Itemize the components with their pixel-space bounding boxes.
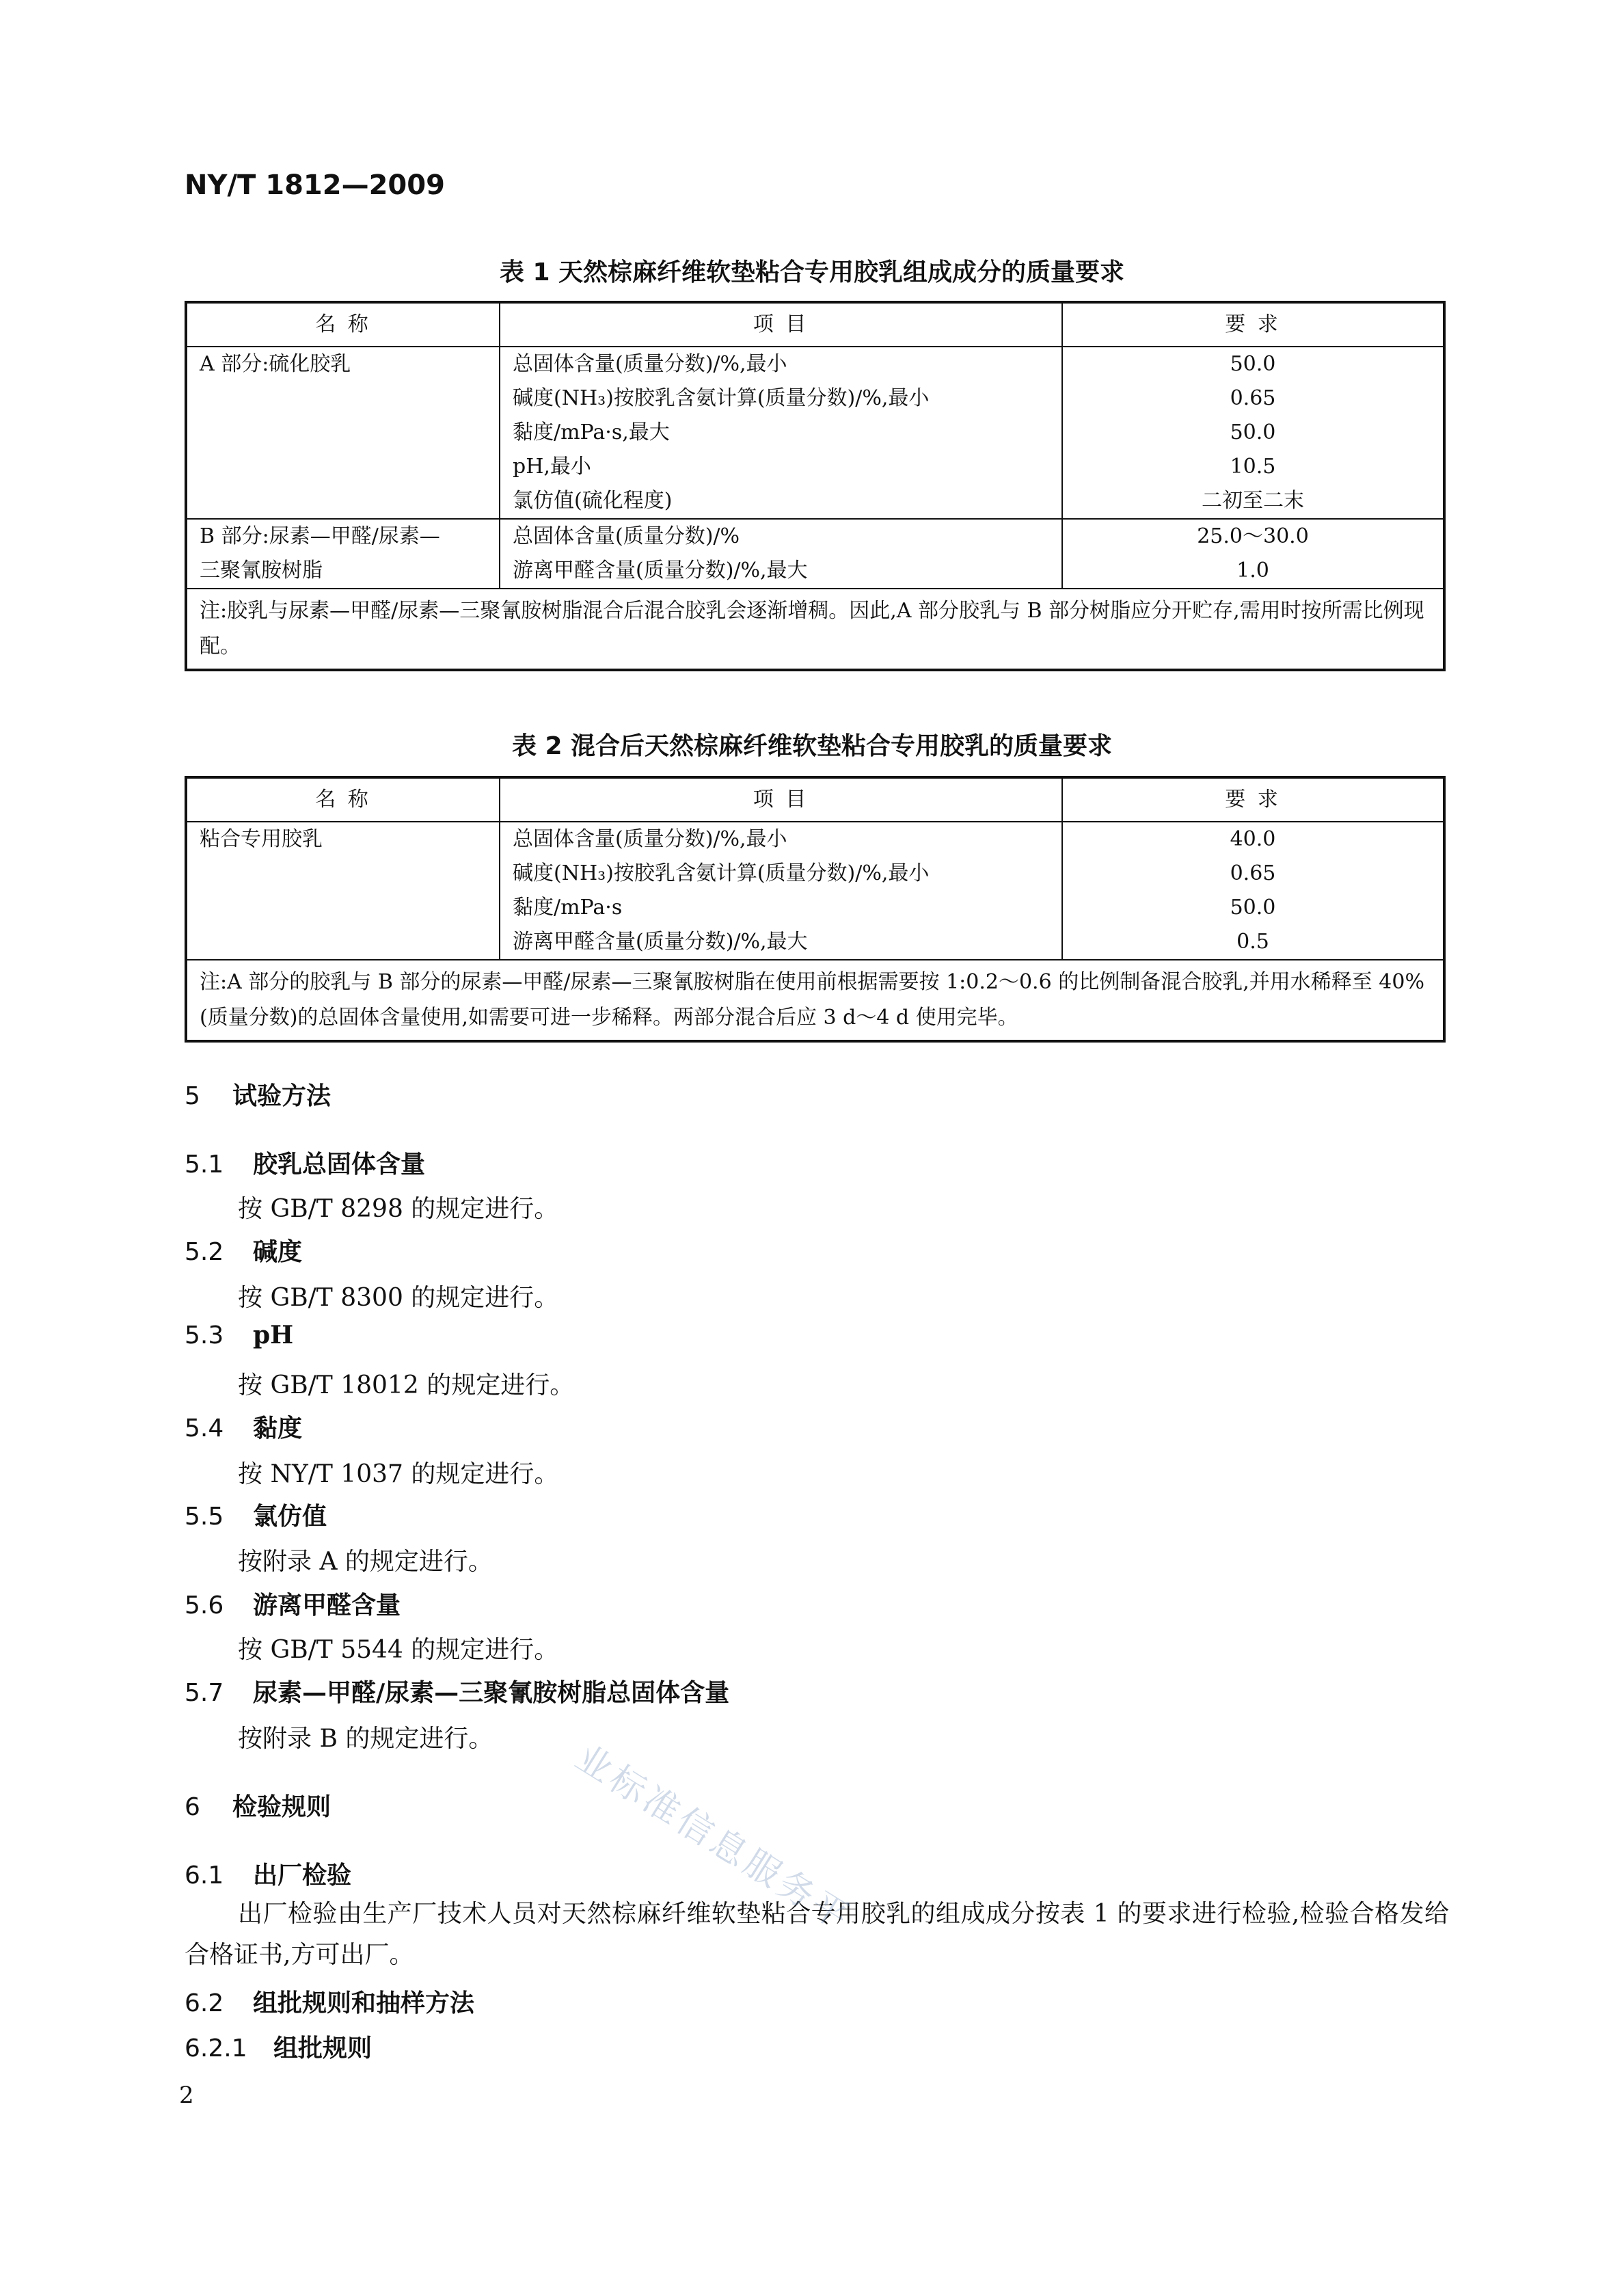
- table-cell-name: [186, 891, 500, 925]
- table-cell-name: [186, 484, 500, 519]
- table-row: [186, 416, 1444, 450]
- table-cell-item: 黏度/mPa·s: [500, 891, 1062, 925]
- subsection-text: 按 GB/T 18012 的规定进行。: [238, 1371, 575, 1399]
- subsection-heading: [185, 1233, 302, 1267]
- table2-header-item: 项 目: [500, 777, 1062, 822]
- subsection-number: 5.1: [185, 1151, 224, 1179]
- table-row: [186, 519, 1444, 554]
- table-cell-name: 粘合专用胶乳: [186, 822, 500, 857]
- section-6-heading: [185, 1788, 331, 1823]
- section-number: 6: [185, 1793, 200, 1821]
- subsection-number: 5.7: [185, 1679, 224, 1707]
- subsection-text: 按 GB/T 8300 的规定进行。: [238, 1284, 559, 1312]
- table-cell-req: 0.65: [1062, 857, 1444, 891]
- table-cell-req: 10.5: [1062, 450, 1444, 484]
- subsection-text: 按 GB/T 5544 的规定进行。: [238, 1636, 559, 1664]
- table-row: [186, 347, 1444, 381]
- table-cell-name: B 部分:尿素—甲醛/尿素—: [186, 519, 500, 554]
- subsection-title: 黏度: [253, 1414, 303, 1442]
- subsection-heading: [185, 1145, 425, 1180]
- subsection-heading: [185, 1321, 293, 1349]
- subsection-heading: [185, 1586, 401, 1621]
- table2-header-req: 要 求: [1062, 777, 1444, 822]
- subsection-number: 5.6: [185, 1591, 224, 1620]
- table-row: [186, 891, 1444, 925]
- table-cell-item: 黏度/mPa·s,最大: [500, 416, 1062, 450]
- subsection-title: 胶乳总固体含量: [253, 1151, 426, 1179]
- subsection-text: 按 GB/T 8298 的规定进行。: [238, 1195, 559, 1223]
- table-cell-req: 25.0～30.0: [1062, 519, 1444, 554]
- table1-header-item: 项 目: [500, 302, 1062, 347]
- table1-note: 注:胶乳与尿素—甲醛/尿素—三聚氰胺树脂混合后混合胶乳会逐渐增稠。因此,A 部分胶乳与 B 部分树脂应分开贮存,需用时按所需比例现配。: [186, 589, 1444, 670]
- subsection-number: 5.2: [185, 1238, 224, 1266]
- subsection-title: 尿素—甲醛/尿素—三聚氰胺树脂总固体含量: [253, 1679, 730, 1707]
- table-cell-req: 0.65: [1062, 381, 1444, 416]
- table-cell-item: 碱度(NH₃)按胶乳含氨计算(质量分数)/%,最小: [500, 857, 1062, 891]
- section-title: 试验方法: [232, 1082, 331, 1110]
- table-cell-item: 总固体含量(质量分数)/%,最小: [500, 347, 1062, 381]
- table-cell-name: 三聚氰胺树脂: [186, 554, 500, 589]
- table-cell-item: 游离甲醛含量(质量分数)/%,最大: [500, 925, 1062, 960]
- subsection-number: 6.1: [185, 1862, 224, 1890]
- table-cell-name: A 部分:硫化胶乳: [186, 347, 500, 381]
- standard-code: NY/T 1812—2009: [185, 170, 445, 201]
- table-cell-item: 总固体含量(质量分数)/%,最小: [500, 822, 1062, 857]
- watermark: 业标准信息服务平: [568, 1737, 859, 1940]
- table-cell-req: 二初至二末: [1062, 484, 1444, 519]
- subsection-number: 6.2.1: [185, 2034, 247, 2062]
- table-row: [186, 484, 1444, 519]
- subsection-number: 5.5: [185, 1503, 224, 1531]
- table2-header-name: 名 称: [186, 777, 500, 822]
- table2: [185, 776, 1446, 1043]
- table-cell-name: [186, 416, 500, 450]
- table-cell-req: 0.5: [1062, 925, 1444, 960]
- subsection-heading: [185, 1497, 327, 1532]
- subsection-title: 氯仿值: [253, 1503, 327, 1531]
- section-number: 5: [185, 1082, 200, 1110]
- table-cell-req: 40.0: [1062, 822, 1444, 857]
- subsection-heading: [185, 1409, 302, 1444]
- table-cell-item: 碱度(NH₃)按胶乳含氨计算(质量分数)/%,最小: [500, 381, 1062, 416]
- table-cell-req: 50.0: [1062, 347, 1444, 381]
- subsection-number: 6.2: [185, 1989, 224, 2017]
- table1-header-name: 名 称: [186, 302, 500, 347]
- subsection-number: 5.4: [185, 1414, 224, 1442]
- table-row: [186, 381, 1444, 416]
- table-cell-name: [186, 381, 500, 416]
- subsection-title: 碱度: [253, 1238, 303, 1266]
- table-cell-item: pH,最小: [500, 450, 1062, 484]
- table-row: [186, 554, 1444, 589]
- table-cell-name: [186, 857, 500, 891]
- subsection-text: 按附录 A 的规定进行。: [238, 1548, 493, 1576]
- table1-header-req: 要 求: [1062, 302, 1444, 347]
- subsection-title: 游离甲醛含量: [253, 1591, 401, 1620]
- section-5-heading: [185, 1077, 331, 1112]
- subsection-text: 按附录 B 的规定进行。: [238, 1725, 493, 1753]
- table1: [185, 301, 1446, 671]
- subsection-title: 组批规则: [273, 2034, 373, 2062]
- table-row: [186, 822, 1444, 857]
- page-number: 2: [179, 2082, 194, 2109]
- table-cell-req: 50.0: [1062, 416, 1444, 450]
- table-cell-item: 游离甲醛含量(质量分数)/%,最大: [500, 554, 1062, 589]
- table-cell-req: 1.0: [1062, 554, 1444, 589]
- table-row: [186, 857, 1444, 891]
- section-title: 检验规则: [232, 1793, 331, 1821]
- table-cell-name: [186, 925, 500, 960]
- table1-caption: 表 1 天然棕麻纤维软垫粘合专用胶乳组成成分的质量要求: [499, 258, 1125, 286]
- subsection-title: 出厂检验: [253, 1862, 352, 1890]
- table-cell-item: 总固体含量(质量分数)/%: [500, 519, 1062, 554]
- subsection-heading: [185, 1674, 729, 1708]
- table2-note: 注:A 部分的胶乳与 B 部分的尿素—甲醛/尿素—三聚氰胺树脂在使用前根据需要按 1:0.2～0.6 的比例制备混合胶乳,并用水稀释至 40%(质量分数)的总固体含量使用,如需要可进一步稀释。两部分混合后应 3 d～4 d 使用完毕。: [186, 960, 1444, 1041]
- table-row: [186, 925, 1444, 960]
- subsection-number: 5.3: [185, 1321, 224, 1349]
- table-cell-req: 50.0: [1062, 891, 1444, 925]
- subsection-heading: [185, 2029, 372, 2064]
- subsection-title: pH: [253, 1321, 294, 1349]
- subsection-title: 组批规则和抽样方法: [253, 1989, 475, 2017]
- table-cell-name: [186, 450, 500, 484]
- paragraph: 出厂检验由生产厂技术人员对天然棕麻纤维软垫粘合专用胶乳的组成成分按表 1 的要求进行检验,检验合格发给合格证书,方可出厂。: [185, 1900, 1449, 1969]
- subsection-heading: [185, 1984, 474, 2019]
- table-row: [186, 450, 1444, 484]
- table-cell-item: 氯仿值(硫化程度): [500, 484, 1062, 519]
- subsection-text: 按 NY/T 1037 的规定进行。: [238, 1460, 559, 1488]
- table2-caption: 表 2 混合后天然棕麻纤维软垫粘合专用胶乳的质量要求: [511, 732, 1113, 760]
- subsection-heading: [185, 1856, 351, 1891]
